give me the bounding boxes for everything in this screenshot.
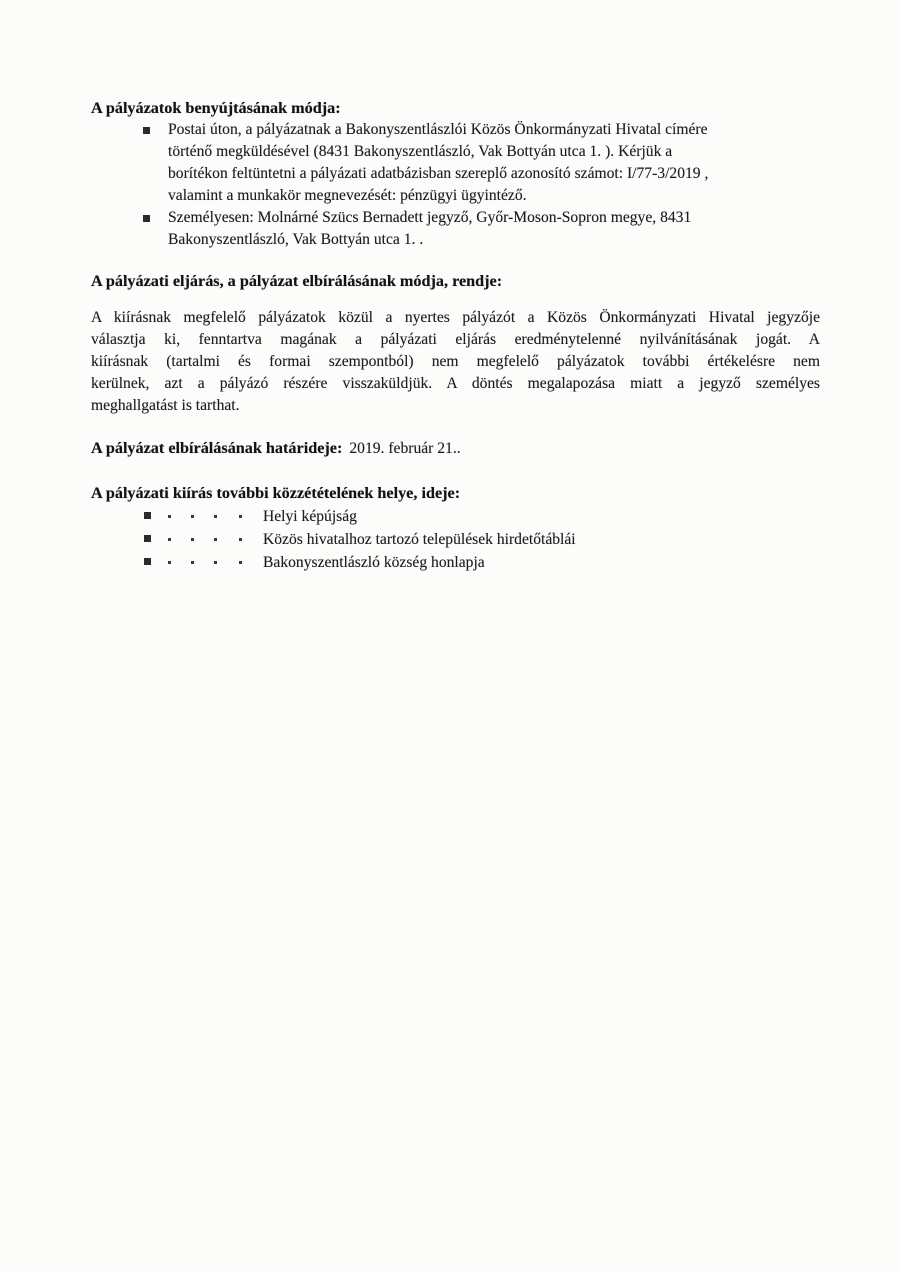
text-line: kerülnek, azt a pályázó részére visszaküldjük. A döntés megalapozása miatt a jegyző személyes xyxy=(91,375,820,392)
text-line: Postai úton, a pályázatnak a Bakonyszentlászlói Közös Önkormányzati Hivatal címére xyxy=(168,121,708,138)
bullet-item-postal xyxy=(143,119,823,207)
submission-section-heading: A pályázatok benyújtásának módja: xyxy=(91,99,341,117)
leader-dot xyxy=(168,538,171,541)
text-line: valamint a munkakör megnevezését: pénzügyi ügyintéző. xyxy=(168,187,527,204)
text-line: borítékon feltüntetni a pályázati adatbázisban szereplő azonosító számot: I/77-3/2019 , xyxy=(168,165,709,182)
publication-item-label: Közös hivatalhoz tartozó települések hirdetőtáblái xyxy=(263,531,576,548)
leader-dot xyxy=(239,538,242,541)
publication-section-heading: A pályázati kiírás további közzétételének helye, ideje: xyxy=(91,484,461,502)
leader-dot xyxy=(191,515,194,518)
leader-dot xyxy=(239,561,242,564)
deadline-line xyxy=(91,437,461,460)
leader-dot xyxy=(191,538,194,541)
text-line: történő megküldésével (8431 Bakonyszentlászló, Vak Bottyán utca 1. ). Kérjük a xyxy=(168,143,673,160)
text-line: meghallgatást is tarthat. xyxy=(91,397,240,414)
bullet-square-icon xyxy=(144,512,151,519)
publication-item-label: Bakonyszentlászló község honlapja xyxy=(263,554,485,571)
leader-dot xyxy=(239,515,242,518)
publication-item-label: Helyi képújság xyxy=(263,508,357,525)
publication-item xyxy=(144,551,704,574)
deadline-label: A pályázat elbírálásának határideje: xyxy=(91,439,343,457)
text-line: Bakonyszentlászló, Vak Bottyán utca 1. . xyxy=(168,231,424,248)
leader-dot xyxy=(214,515,217,518)
bullet-square-icon xyxy=(144,535,151,542)
leader-dot xyxy=(191,561,194,564)
bullet-item-in-person-text xyxy=(168,207,691,251)
bullet-item-in-person xyxy=(143,207,823,251)
deadline-value: 2019. február 21.. xyxy=(349,440,461,457)
leader-dot xyxy=(214,561,217,564)
submission-bullet-list xyxy=(143,119,823,251)
bullet-square-icon xyxy=(143,119,168,207)
bullet-item-postal-text xyxy=(168,119,708,207)
text-line: Személyesen: Molnárné Szücs Bernadett jegyző, Győr-Moson-Sopron megye, 8431 xyxy=(168,209,692,226)
text-line: A kiírásnak megfelelő pályázatok közül a nyertes pályázót a Közös Önkormányzati Hivatal jegyzője xyxy=(91,309,820,326)
bullet-square-icon xyxy=(144,558,151,565)
publication-item xyxy=(144,505,704,528)
procedure-section-heading: A pályázati eljárás, a pályázat elbírálásának módja, rendje: xyxy=(91,272,503,290)
procedure-paragraph xyxy=(91,307,820,417)
publication-item xyxy=(144,528,704,551)
text-line: választja ki, fenntartva magának a pályázati eljárás eredménytelenné nyilvánításának jogát. A xyxy=(91,331,820,348)
leader-dot xyxy=(168,515,171,518)
text-line: kiírásnak (tartalmi és formai szempontból) nem megfelelő pályázatok további értékelésre nem xyxy=(91,353,820,370)
leader-dot xyxy=(168,561,171,564)
leader-dot xyxy=(214,538,217,541)
bullet-square-icon xyxy=(143,207,168,251)
